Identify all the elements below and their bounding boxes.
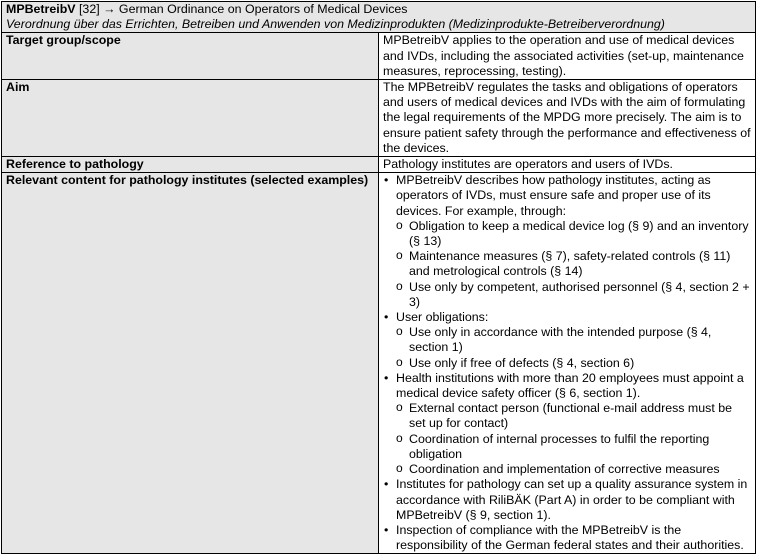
sub-list-item: o Use only by competent, authorised personnel (§ 4, section 2 + 3) <box>396 280 751 310</box>
table-row <box>2 173 756 554</box>
table-header-row <box>2 2 756 33</box>
table-row <box>2 157 756 173</box>
regulation-table <box>1 1 756 554</box>
row-label: Reference to pathology <box>2 157 379 173</box>
regulation-german-title: Verordnung über das Errichten, Betreiben und Anwenden von Medizinprodukten (Medizinprodukte-Betreiberverordnung) <box>6 17 665 32</box>
bullet-list <box>383 173 751 553</box>
row-content: The MPBetreibV regulates the tasks and obligations of operators and users of medical devices and IVDs with the aim of formulating the legal requirements of the MPDG more precisely. The aim is to ensure patient safety through the performance and effectiveness of the devices. <box>379 80 756 157</box>
table-row <box>2 80 756 157</box>
row-label: Aim <box>2 80 379 157</box>
list-item <box>383 310 751 371</box>
regulation-short-name: MPBetreibV <box>6 2 76 16</box>
sub-list <box>396 325 751 371</box>
bullet-text: Health institutions with more than 20 employees must appoint a medical device safety officer (§ 6, section 1). <box>396 370 744 401</box>
row-label: Relevant content for pathology institutes (selected examples) <box>2 173 379 554</box>
bullet-text: Institutes for pathology can set up a quality assurance system in accordance with RiliBÄK (Part A) in order to be compliant with MPBetreibV (§ 9, section 1). <box>396 477 748 522</box>
bullet-text: Inspection of compliance with the MPBetreibV is the responsibility of the German federal states and their authorities. <box>396 522 744 553</box>
row-content: MPBetreibV applies to the operation and use of medical devices and IVDs, including the associated activities (set-up, maintenance measures, reprocessing, testing). <box>379 33 756 80</box>
sub-list-item: o External contact person (functional e-mail address must be set up for contact) <box>396 401 751 431</box>
list-item <box>383 477 751 523</box>
sub-list-item: o Use only if free of defects (§ 4, section 6) <box>396 356 751 371</box>
list-item <box>383 173 751 310</box>
list-item <box>383 523 751 553</box>
table-title <box>6 2 751 17</box>
sub-list-item: o Use only in accordance with the intended purpose (§ 4, section 1) <box>396 325 751 355</box>
row-content <box>379 173 756 554</box>
regulation-reference: [32] → German Ordinance on Operators of Medical Devices <box>75 2 408 16</box>
row-content: Pathology institutes are operators and users of IVDs. <box>379 157 756 173</box>
table-row <box>2 33 756 80</box>
sub-list-item: o Maintenance measures (§ 7), safety-related controls (§ 11) and metrological controls (§ 14) <box>396 249 751 279</box>
sub-list <box>396 401 751 477</box>
sub-list <box>396 219 751 310</box>
table-header-cell <box>2 2 756 33</box>
bullet-text: User obligations: <box>396 310 489 325</box>
sub-list-item: o Coordination and implementation of corrective measures <box>396 462 751 477</box>
sub-list-item: o Coordination of internal processes to fulfil the reporting obligation <box>396 432 751 462</box>
sub-list-item: o Obligation to keep a medical device log (§ 9) and an inventory (§ 13) <box>396 219 751 249</box>
bullet-text: MPBetreibV describes how pathology institutes, acting as operators of IVDs, must ensure safe and proper use of its devices. For example, through: <box>396 173 711 218</box>
row-label: Target group/scope <box>2 33 379 80</box>
list-item <box>383 371 751 477</box>
